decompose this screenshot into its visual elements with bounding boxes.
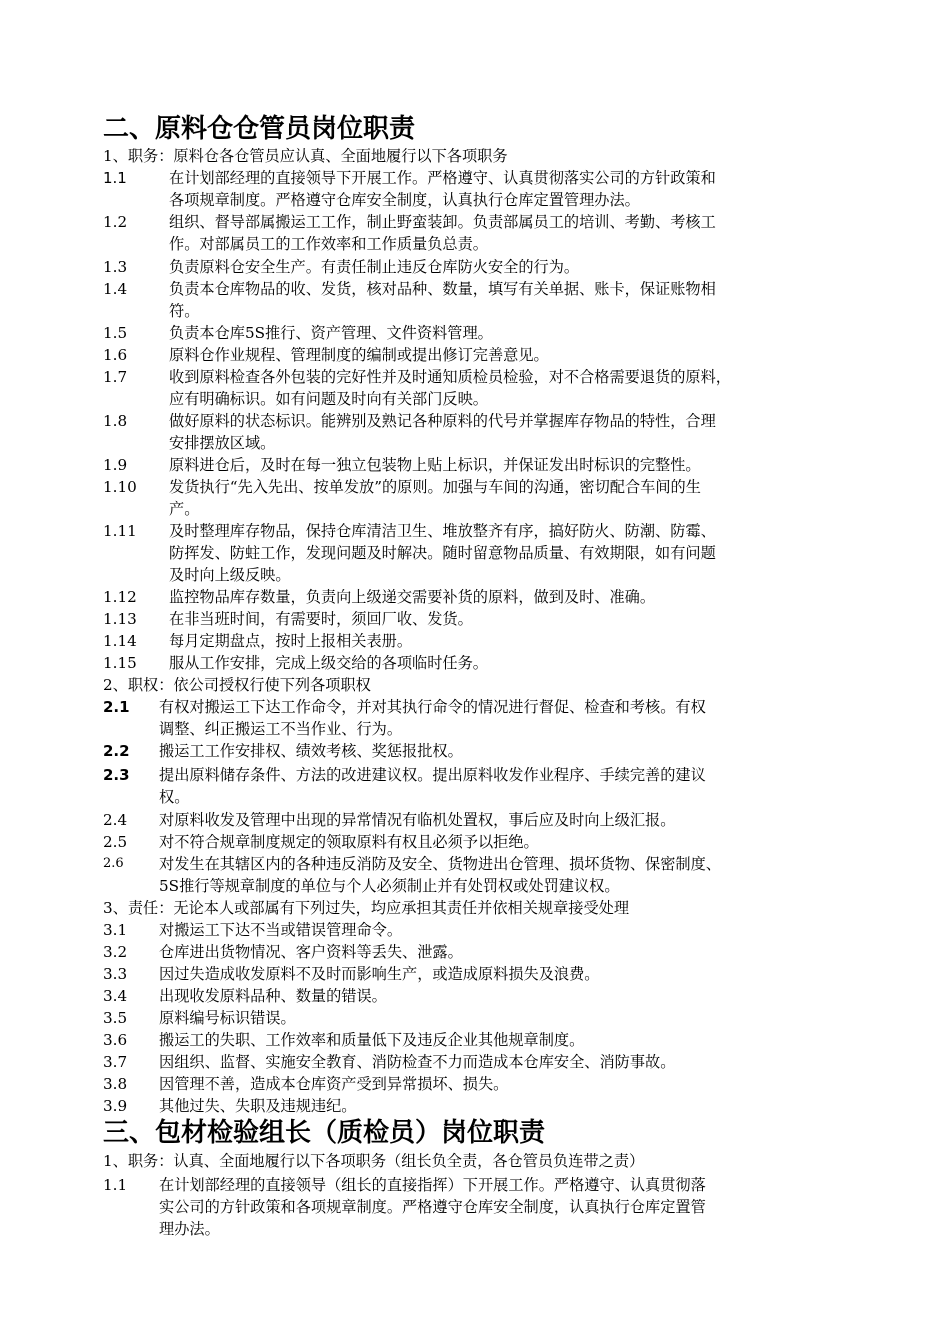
power-item [103, 853, 893, 897]
item-text: 其他过失、失职及违规违纪。 [159, 1097, 357, 1115]
item-number: 1.7 [103, 368, 128, 386]
item-number: 1.4 [103, 280, 128, 298]
item-number: 3.3 [103, 965, 128, 983]
item-number: 2.1 [103, 698, 130, 716]
item-text: 原料进仓后，及时在每一独立包装物上贴上标识，并保证发出时标识的完整性。 [169, 456, 701, 474]
item-number: 3.9 [103, 1097, 128, 1115]
item-number: 1.14 [103, 632, 137, 650]
duty-item [103, 211, 893, 255]
item-number: 1.6 [103, 346, 128, 364]
duty-item [103, 1174, 893, 1240]
item-number: 3.8 [103, 1075, 128, 1093]
liability-item [103, 1007, 893, 1029]
item-text: 提出原料储存条件、方法的改进建议权。提出原料收发作业程序、手续完善的建议 权。 [159, 766, 706, 806]
item-text: 在非当班时间，有需要时，须回厂收、发货。 [169, 610, 473, 628]
power-item [103, 809, 893, 831]
item-text: 对发生在其辖区内的各种违反消防及安全、货物进出仓管理、损坏货物、保密制度、 5S推行等规章制度的单位与个人必须制止并有处罚权或处罚建议权。 [159, 855, 721, 895]
item-number: 1.3 [103, 258, 128, 276]
power-item [103, 740, 893, 762]
item-number: 1.11 [103, 522, 137, 540]
item-number: 2.3 [103, 766, 130, 784]
item-text: 有权对搬运工下达工作命令，并对其执行命令的情况进行督促、检查和考核。有权 调整、纠正搬运工不当作业、行为。 [159, 698, 706, 738]
item-text: 负责原料仓安全生产。有责任制止违反仓库防火安全的行为。 [169, 258, 580, 276]
duty-item [103, 476, 893, 520]
item-number: 2.2 [103, 742, 130, 760]
item-number: 1.12 [103, 588, 137, 606]
section2-liability-title: 3、责任：无论本人或部属有下列过失，均应承担其责任并依相关规章接受处理 [103, 899, 630, 917]
item-text: 因组织、监督、实施安全教育、消防检查不力而造成本仓库安全、消防事故。 [159, 1053, 676, 1071]
item-text: 在计划部经理的直接领导下开展工作。严格遵守、认真贯彻落实公司的方针政策和 各项规章制度。严格遵守仓库安全制度，认真执行仓库定置管理办法。 [169, 169, 716, 209]
item-number: 3.7 [103, 1053, 128, 1071]
section3-heading: 三、包材检验组长（质检员）岗位职责 [103, 1118, 546, 1148]
liability-item [103, 1095, 893, 1117]
item-text: 对搬运工下达不当或错误管理命令。 [159, 921, 402, 939]
liability-item [103, 919, 893, 941]
duty-item [103, 454, 893, 476]
item-text: 仓库进出货物情况、客户资料等丢失、泄露。 [159, 943, 463, 961]
item-number: 1.9 [103, 456, 128, 474]
duty-item [103, 586, 893, 608]
duty-item [103, 366, 893, 410]
duty-item [103, 322, 893, 344]
item-text: 原料仓作业规程、管理制度的编制或提出修订完善意见。 [169, 346, 549, 364]
duty-item [103, 344, 893, 366]
liability-item [103, 1051, 893, 1073]
section3-duties-title: 1、职务：认真、全面地履行以下各项职务（组长负全责，各仓管员负连带之责） [103, 1152, 645, 1170]
item-text: 在计划部经理的直接领导（组长的直接指挥）下开展工作。严格遵守、认真贯彻落 实公司的方针政策和各项规章制度。严格遵守仓库安全制度，认真执行仓库定置管 理办法。 [159, 1176, 706, 1238]
item-number: 3.4 [103, 987, 128, 1005]
duty-item [103, 652, 893, 674]
liability-item [103, 985, 893, 1007]
item-number: 1.8 [103, 412, 128, 430]
item-text: 做好原料的状态标识。能辨别及熟记各种原料的代号并掌握库存物品的特性，合理 安排摆放区域。 [169, 412, 716, 452]
duty-item [103, 630, 893, 652]
item-text: 因过失造成收发原料不及时而影响生产，或造成原料损失及浪费。 [159, 965, 600, 983]
item-number: 3.6 [103, 1031, 128, 1049]
section2-powers-title: 2、职权：依公司授权行使下列各项职权 [103, 676, 371, 694]
item-text: 原料编号标识错误。 [159, 1009, 296, 1027]
item-text: 因管理不善，造成本仓库资产受到异常损坏、损失。 [159, 1075, 509, 1093]
item-text: 发货执行“先入先出、按单发放”的原则。加强与车间的沟通，密切配合车间的生 产。 [169, 478, 701, 518]
item-text: 组织、督导部属搬运工工作，制止野蛮装卸。负责部属员工的培训、考勤、考核工 作。对部属员工的工作效率和工作质量负总责。 [169, 213, 716, 253]
item-text: 搬运工工作安排权、绩效考核、奖惩报批权。 [159, 742, 463, 760]
item-number: 1.5 [103, 324, 128, 342]
section2-duties-title: 1、职务：原料仓各仓管员应认真、全面地履行以下各项职务 [103, 147, 508, 165]
item-text: 监控物品库存数量，负责向上级递交需要补货的原料，做到及时、准确。 [169, 588, 655, 606]
item-number: 3.1 [103, 921, 128, 939]
section2-heading: 二、原料仓仓管员岗位职责 [103, 114, 416, 144]
item-number: 2.5 [103, 833, 128, 851]
item-text: 搬运工的失职、工作效率和质量低下及违反企业其他规章制度。 [159, 1031, 585, 1049]
power-item [103, 696, 893, 740]
liability-item [103, 1029, 893, 1051]
liability-item [103, 941, 893, 963]
duty-item [103, 278, 893, 322]
item-number: 1.1 [103, 169, 127, 187]
liability-item [103, 963, 893, 985]
item-text: 负责本仓库物品的收、发货，核对品种、数量，填写有关单据、账卡，保证账物相 符。 [169, 280, 716, 320]
item-number: 2.6 [103, 856, 124, 871]
liability-item [103, 1073, 893, 1095]
duty-item [103, 520, 893, 586]
item-text: 出现收发原料品种、数量的错误。 [159, 987, 387, 1005]
item-text: 收到原料检查各外包装的完好性并及时通知质检员检验，对不合格需要退货的原料， 应有明确标识。如有问题及时向有关部门反映。 [169, 368, 731, 408]
item-number: 1.2 [103, 213, 128, 231]
power-item [103, 764, 893, 808]
power-item [103, 831, 893, 853]
duty-item [103, 608, 893, 630]
duty-item [103, 167, 893, 211]
duty-item [103, 256, 893, 278]
item-number: 3.5 [103, 1009, 128, 1027]
item-number: 2.4 [103, 811, 128, 829]
item-text: 及时整理库存物品，保持仓库清洁卫生、堆放整齐有序，搞好防火、防潮、防霉、 防挥发、防蛀工作，发现问题及时解决。随时留意物品质量、有效期限，如有问题 及时向上级反映。 [169, 522, 716, 584]
item-text: 服从工作安排，完成上级交给的各项临时任务。 [169, 654, 488, 672]
item-text: 对不符合规章制度规定的领取原料有权且必须予以拒绝。 [159, 833, 539, 851]
item-text: 对原料收发及管理中出现的异常情况有临机处置权，事后应及时向上级汇报。 [159, 811, 676, 829]
item-number: 1.13 [103, 610, 137, 628]
item-number: 1.10 [103, 478, 137, 496]
item-number: 1.15 [103, 654, 137, 672]
item-text: 每月定期盘点，按时上报相关表册。 [169, 632, 412, 650]
duty-item [103, 410, 893, 454]
item-number: 1.1 [103, 1176, 128, 1194]
item-number: 3.2 [103, 943, 128, 961]
item-text: 负责本仓库5S推行、资产管理、文件资料管理。 [169, 324, 493, 342]
